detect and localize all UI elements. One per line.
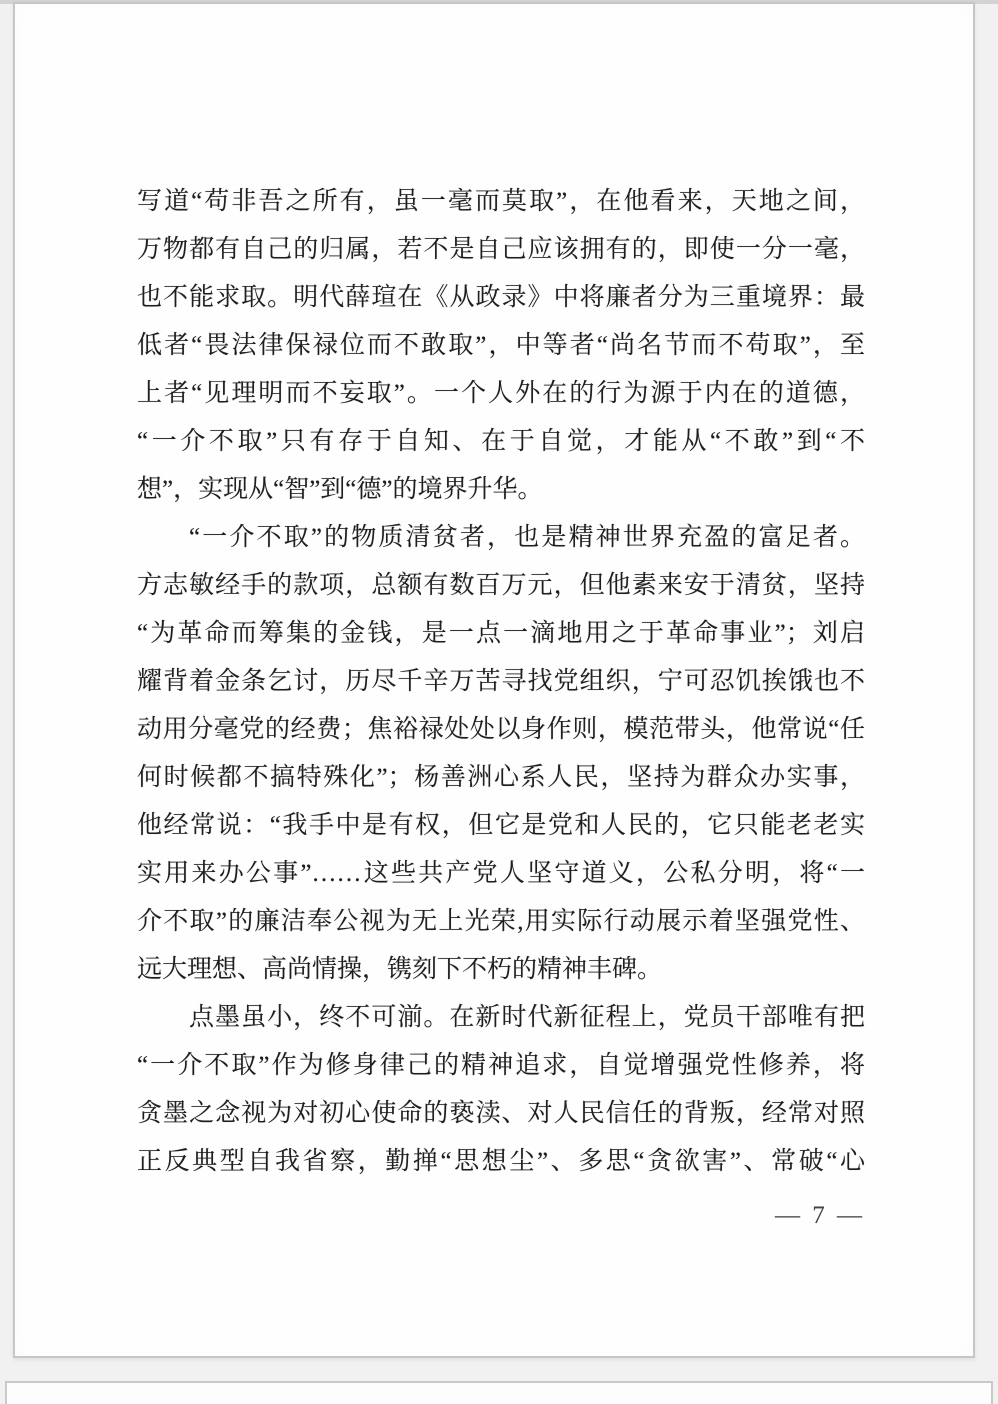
text-line: 何时候都不搞特殊化”；杨善洲心系人民，坚持为群众办实事，	[137, 764, 865, 791]
text-line: 远大理想、高尚情操，镌刻下不朽的精神丰碑。	[137, 956, 663, 983]
text-line: “一介不取”只有存于自知、在于自觉，才能从“不敢”到“不	[137, 428, 865, 455]
text-line: 也不能求取。明代薛瑄在《从政录》中将廉者分为三重境界：最	[137, 284, 865, 311]
text-line: 耀背着金条乞讨，历尽千辛万苦寻找党组织，宁可忍饥挨饿也不	[137, 668, 865, 695]
text-line: 动用分毫党的经费；焦裕禄处处以身作则，模范带头，他常说“任	[137, 716, 865, 743]
text-line: 方志敏经手的款项，总额有数百万元，但他素来安于清贫，坚持	[137, 572, 865, 599]
text-line: 上者“见理明而不妄取”。一个人外在的行为源于内在的道德，	[137, 380, 865, 407]
text-line: 他经常说：“我手中是有权，但它是党和人民的，它只能老老实	[137, 812, 865, 839]
text-line: 点墨虽小，终不可湔。在新时代新征程上，党员干部唯有把	[189, 1004, 865, 1031]
text-line: “一介不取”作为修身律己的精神追求，自觉增强党性修养，将	[137, 1052, 865, 1079]
next-page-top-edge	[5, 1381, 993, 1404]
page-number: — 7 —	[775, 1202, 865, 1229]
text-line: 正反典型自我省察，勤掸“思想尘”、多思“贪欲害”、常破“心	[137, 1148, 865, 1175]
text-line: 低者“畏法律保禄位而不敢取”，中等者“尚名节而不苟取”，至	[137, 332, 865, 359]
document-page	[13, 2, 975, 1358]
text-line: 写道“苟非吾之所有，虽一毫而莫取”，在他看来，天地之间，	[137, 188, 865, 215]
text-line: “一介不取”的物质清贫者，也是精神世界充盈的富足者。	[189, 524, 865, 551]
text-line: 介不取”的廉洁奉公视为无上光荣,用实际行动展示着坚强党性、	[137, 908, 865, 935]
text-line: “为革命而筹集的金钱，是一点一滴地用之于革命事业”；刘启	[137, 620, 865, 647]
text-line: 实用来办公事”……这些共产党人坚守道义，公私分明，将“一	[137, 860, 865, 887]
document-text	[137, 178, 865, 1186]
text-line: 想”，实现从“智”到“德”的境界升华。	[137, 476, 543, 503]
text-line: 贪墨之念视为对初心使命的亵渎、对人民信任的背叛，经常对照	[137, 1100, 865, 1127]
text-line: 万物都有自己的归属，若不是自己应该拥有的，即使一分一毫，	[137, 236, 865, 263]
